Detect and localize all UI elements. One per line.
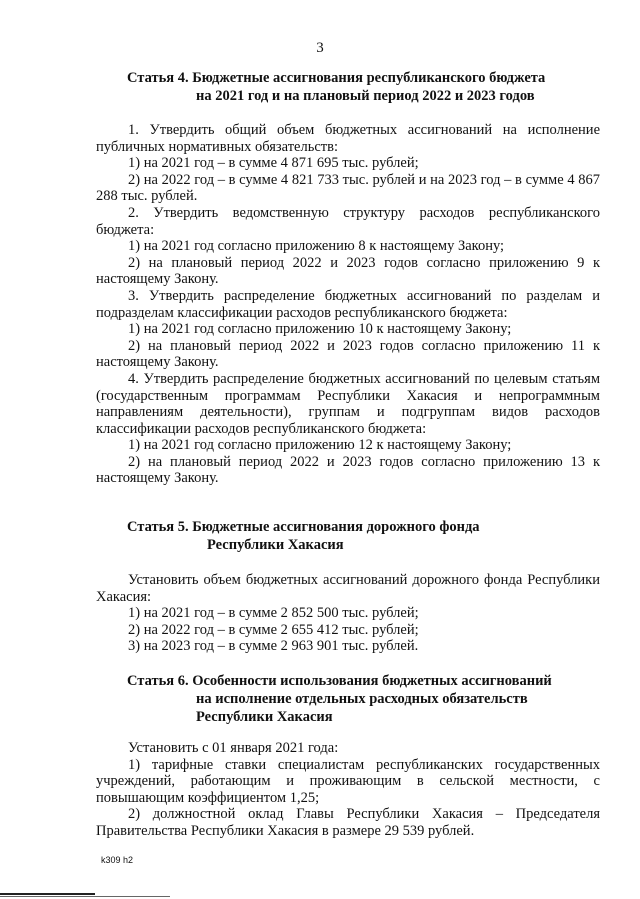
article4-p4: 4. Утвердить распределение бюджетных ассигнований по целевым статьям (государственным программам Республики Хакасия и непрограммным направлениям деятельности), группам и подгруппам видов расходов классификации расходов республиканского бюджета: xyxy=(96,370,600,437)
article4-body xyxy=(96,122,600,487)
article6-intro: Установить с 01 января 2021 года: xyxy=(128,740,339,756)
article4-p2-item2: 2) на плановый период 2022 и 2023 годов согласно приложению 9 к настоящему Закону. xyxy=(96,254,600,288)
article5-body xyxy=(96,572,600,655)
footer-code: k309 h2 xyxy=(101,855,134,865)
article5-title-line2: Республики Хакасия xyxy=(207,537,344,553)
article5-intro: Установить объем бюджетных ассигнований дорожного фонда Республики Хакасия: xyxy=(96,572,600,605)
article5-title-line1: Статья 5. Бюджетные ассигнования дорожного фонда xyxy=(127,519,480,535)
article5-item2: 2) на 2022 год – в сумме 2 655 412 тыс. рублей; xyxy=(128,621,419,638)
article6-title-line2: на исполнение отдельных расходных обязательств xyxy=(196,691,528,707)
article6-item1: 1) тарифные ставки специалистам республиканских государственных учреждений, работающим и проживающим в сельской местности, с повышающим коэффициентом 1,25; xyxy=(96,756,600,806)
scan-edge-line xyxy=(0,893,95,895)
article4-p1-item1: 1) на 2021 год – в сумме 4 871 695 тыс. рублей; xyxy=(128,155,419,172)
article4-p3-item2: 2) на плановый период 2022 и 2023 годов согласно приложению 11 к настоящему Закону. xyxy=(96,337,600,371)
article4-p2-item1: 1) на 2021 год согласно приложению 8 к настоящему Закону; xyxy=(128,238,505,255)
article5-item1: 1) на 2021 год – в сумме 2 852 500 тыс. рублей; xyxy=(128,605,419,622)
article6-title-line3: Республики Хакасия xyxy=(196,709,333,725)
article6-title-line1: Статья 6. Особенности использования бюджетных ассигнований xyxy=(127,673,552,689)
article4-title-line1: Статья 4. Бюджетные ассигнования республиканского бюджета xyxy=(127,70,546,86)
article5-item3: 3) на 2023 год – в сумме 2 963 901 тыс. рублей. xyxy=(128,638,419,655)
article6-heading xyxy=(127,672,552,726)
article4-title-line2: на 2021 год и на плановый период 2022 и 2023 годов xyxy=(196,88,535,104)
article4-p1: 1. Утвердить общий объем бюджетных ассигнований на исполнение публичных нормативных обязательств: xyxy=(96,122,600,155)
article4-p1-item2: 2) на 2022 год – в сумме 4 821 733 тыс. рублей и на 2023 год – в сумме 4 867 288 тыс. рублей. xyxy=(96,171,600,205)
page-number: 3 xyxy=(316,40,324,56)
article4-p3-item1: 1) на 2021 год согласно приложению 10 к настоящему Закону; xyxy=(128,321,512,338)
article4-heading xyxy=(127,69,545,105)
article4-p4-item2: 2) на плановый период 2022 и 2023 годов согласно приложению 13 к настоящему Закону. xyxy=(96,453,600,487)
article5-heading xyxy=(127,518,480,554)
article4-p4-item1: 1) на 2021 год согласно приложению 12 к настоящему Закону; xyxy=(128,437,512,454)
article4-p2: 2. Утвердить ведомственную структуру расходов республиканского бюджета: xyxy=(96,204,600,238)
scan-edge-line-thin xyxy=(0,896,170,897)
article6-body xyxy=(96,740,600,840)
article6-item2: 2) должностной оклад Главы Республики Хакасия – Председателя Правительства Республики Хакасия в размере 29 539 рублей. xyxy=(96,806,600,839)
article4-p3: 3. Утвердить распределение бюджетных ассигнований по разделам и подразделам классификации расходов республиканского бюджета: xyxy=(96,287,600,321)
